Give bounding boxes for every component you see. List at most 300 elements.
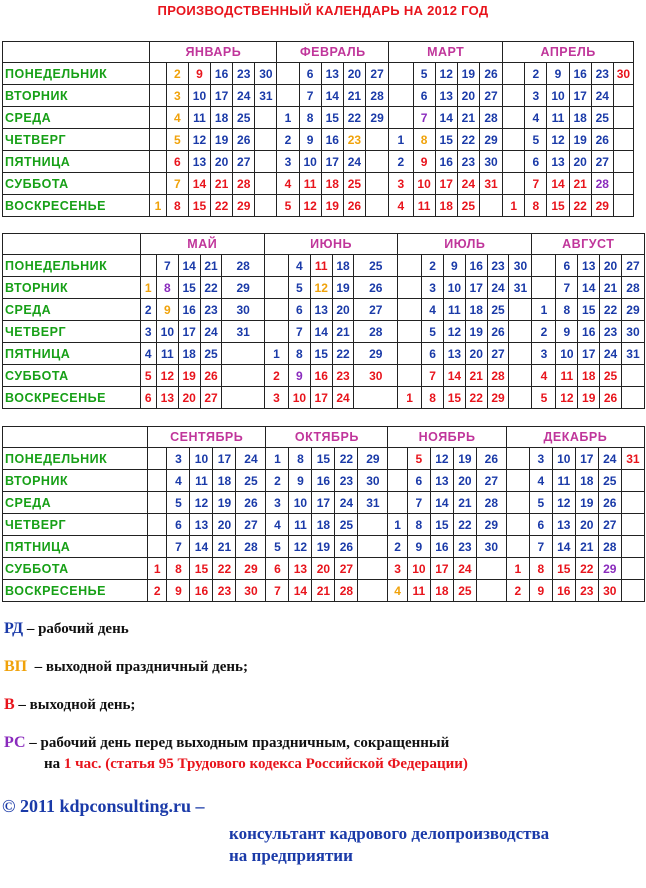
date-cell: 27: [598, 514, 621, 536]
empty-cell: [150, 129, 167, 151]
date-cell: 29: [222, 277, 265, 299]
date-cell: 12: [289, 536, 312, 558]
date-cell: 16: [569, 63, 591, 85]
date-cell: 22: [335, 448, 358, 470]
date-cell: 29: [358, 448, 388, 470]
empty-cell: [621, 558, 644, 580]
week-row: [3, 85, 634, 107]
date-cell: 26: [598, 492, 621, 514]
date-cell: 20: [343, 63, 365, 85]
date-cell: 24: [332, 387, 354, 409]
date-cell: 23: [487, 255, 509, 277]
date-cell: 17: [575, 448, 598, 470]
date-cell: 8: [529, 558, 552, 580]
date-cell: 18: [569, 107, 591, 129]
date-cell: 30: [222, 299, 265, 321]
date-cell: 21: [343, 85, 365, 107]
empty-cell: [264, 277, 288, 299]
date-cell: 1: [506, 558, 529, 580]
week-row: [3, 107, 634, 129]
date-cell: 25: [453, 580, 476, 602]
date-cell: 7: [156, 255, 178, 277]
date-cell: 12: [435, 63, 457, 85]
empty-cell: [506, 470, 529, 492]
date-cell: 6: [288, 299, 310, 321]
weekday-label: ВТОРНИК: [3, 85, 150, 107]
date-cell: 18: [578, 365, 600, 387]
empty-cell: [503, 173, 525, 195]
date-cell: 27: [487, 343, 509, 365]
date-cell: 29: [598, 558, 621, 580]
empty-cell: [358, 514, 388, 536]
date-cell: 16: [435, 151, 457, 173]
date-cell: 4: [525, 107, 547, 129]
empty-cell: [503, 63, 525, 85]
date-cell: 27: [233, 151, 255, 173]
empty-cell: [503, 129, 525, 151]
date-cell: 17: [578, 343, 600, 365]
empty-cell: [255, 151, 277, 173]
date-cell: 8: [289, 448, 312, 470]
date-cell: 19: [211, 129, 233, 151]
date-cell: 17: [435, 173, 457, 195]
empty-cell: [503, 107, 525, 129]
legend-abbr-working: РД: [4, 620, 24, 637]
empty-cell: [509, 343, 532, 365]
date-cell: 6: [266, 558, 289, 580]
date-cell: 8: [156, 277, 178, 299]
date-cell: 18: [430, 580, 453, 602]
empty-cell: [621, 580, 644, 602]
date-cell: 31: [479, 173, 502, 195]
empty-cell: [509, 321, 532, 343]
date-cell: 22: [575, 558, 598, 580]
empty-cell: [389, 107, 413, 129]
date-cell: 5: [266, 536, 289, 558]
date-cell: 14: [435, 107, 457, 129]
date-cell: 25: [457, 195, 479, 217]
legend-shortened: [4, 734, 449, 752]
month-label: ФЕВРАЛЬ: [277, 42, 389, 63]
date-cell: 7: [529, 536, 552, 558]
empty-cell: [388, 470, 408, 492]
date-cell: 26: [600, 387, 622, 409]
date-cell: 26: [335, 536, 358, 558]
date-cell: 4: [532, 365, 556, 387]
date-cell: 10: [299, 151, 321, 173]
week-row: [3, 255, 645, 277]
date-cell: 20: [312, 558, 335, 580]
legend-holiday: [4, 658, 248, 676]
header-blank: [3, 234, 141, 255]
calendar-quarter-3: [2, 426, 645, 602]
week-row: [3, 470, 645, 492]
empty-cell: [358, 580, 388, 602]
empty-cell: [613, 129, 633, 151]
empty-cell: [388, 448, 408, 470]
empty-cell: [255, 129, 277, 151]
date-cell: 26: [233, 129, 255, 151]
legend-text-weekend: – выходной день;: [14, 697, 136, 713]
date-cell: 24: [236, 448, 266, 470]
date-cell: 2: [266, 470, 289, 492]
date-cell: 26: [343, 195, 365, 217]
weekday-label: ПОНЕДЕЛЬНИК: [3, 255, 141, 277]
legend-weekend: [4, 696, 135, 714]
week-row: [3, 321, 645, 343]
date-cell: 25: [598, 470, 621, 492]
date-cell: 5: [413, 63, 435, 85]
date-cell: 10: [289, 492, 312, 514]
date-cell: 19: [457, 63, 479, 85]
date-cell: 23: [457, 151, 479, 173]
date-cell: 11: [547, 107, 569, 129]
date-cell: 31: [358, 492, 388, 514]
month-label: ЯНВАРЬ: [150, 42, 277, 63]
date-cell: 12: [310, 277, 332, 299]
date-cell: 1: [266, 448, 289, 470]
date-cell: 25: [233, 107, 255, 129]
empty-cell: [613, 107, 633, 129]
empty-cell: [621, 492, 644, 514]
week-row: [3, 63, 634, 85]
date-cell: 27: [354, 299, 398, 321]
date-cell: 10: [413, 173, 435, 195]
date-cell: 19: [332, 277, 354, 299]
date-cell: 18: [178, 343, 200, 365]
date-cell: 9: [299, 129, 321, 151]
empty-cell: [509, 299, 532, 321]
date-cell: 11: [413, 195, 435, 217]
date-cell: 26: [354, 277, 398, 299]
empty-cell: [277, 63, 299, 85]
date-cell: 24: [591, 85, 613, 107]
date-cell: 1: [140, 277, 156, 299]
date-cell: 1: [389, 129, 413, 151]
date-cell: 25: [236, 470, 266, 492]
empty-cell: [503, 85, 525, 107]
empty-cell: [509, 387, 532, 409]
date-cell: 11: [443, 299, 465, 321]
date-cell: 15: [443, 387, 465, 409]
legend-text-shortened: – рабочий день перед выходным праздничным, сокращенный: [25, 735, 450, 751]
empty-cell: [398, 365, 422, 387]
date-cell: 6: [422, 343, 444, 365]
legend-abbr-weekend: В: [4, 696, 15, 713]
empty-cell: [613, 85, 633, 107]
month-label: АВГУСТ: [532, 234, 645, 255]
date-cell: 30: [479, 151, 502, 173]
date-cell: 10: [552, 448, 575, 470]
date-cell: 28: [354, 321, 398, 343]
date-cell: 12: [156, 365, 178, 387]
date-cell: 2: [506, 580, 529, 602]
date-cell: 10: [547, 85, 569, 107]
empty-cell: [147, 492, 167, 514]
date-cell: 24: [598, 448, 621, 470]
empty-cell: [264, 299, 288, 321]
date-cell: 2: [147, 580, 167, 602]
date-cell: 9: [156, 299, 178, 321]
date-cell: 21: [600, 277, 622, 299]
date-cell: 30: [598, 580, 621, 602]
week-row: [3, 173, 634, 195]
date-cell: 14: [430, 492, 453, 514]
empty-cell: [613, 151, 633, 173]
empty-cell: [255, 195, 277, 217]
empty-cell: [621, 514, 644, 536]
date-cell: 11: [407, 580, 430, 602]
date-cell: 8: [288, 343, 310, 365]
date-cell: 20: [575, 514, 598, 536]
empty-cell: [358, 536, 388, 558]
date-cell: 14: [552, 536, 575, 558]
date-cell: 5: [166, 129, 188, 151]
date-cell: 9: [413, 151, 435, 173]
weekday-label: ПОНЕДЕЛЬНИК: [3, 63, 150, 85]
date-cell: 22: [569, 195, 591, 217]
date-cell: 2: [389, 151, 413, 173]
date-cell: 18: [312, 514, 335, 536]
date-cell: 24: [457, 173, 479, 195]
date-cell: 8: [299, 107, 321, 129]
date-cell: 15: [552, 558, 575, 580]
week-row: [3, 558, 645, 580]
empty-cell: [503, 151, 525, 173]
date-cell: 12: [443, 321, 465, 343]
date-cell: 25: [200, 343, 222, 365]
date-cell: 13: [310, 299, 332, 321]
legend-note: [44, 756, 468, 773]
date-cell: 2: [140, 299, 156, 321]
date-cell: 29: [487, 387, 509, 409]
date-cell: 15: [312, 448, 335, 470]
page-title: ПРОИЗВОДСТВЕННЫЙ КАЛЕНДАРЬ НА 2012 ГОД: [157, 3, 489, 18]
date-cell: 23: [343, 129, 365, 151]
date-cell: 23: [575, 580, 598, 602]
date-cell: 1: [147, 558, 167, 580]
weekday-label: ВОСКРЕСЕНЬЕ: [3, 580, 148, 602]
date-cell: 1: [150, 195, 167, 217]
weekday-label: СРЕДА: [3, 492, 148, 514]
month-label: МАРТ: [389, 42, 503, 63]
empty-cell: [398, 343, 422, 365]
date-cell: 10: [288, 387, 310, 409]
date-cell: 2: [166, 63, 188, 85]
date-cell: 28: [236, 536, 266, 558]
date-cell: 28: [598, 536, 621, 558]
date-cell: 10: [190, 448, 213, 470]
empty-cell: [365, 195, 388, 217]
empty-cell: [621, 536, 644, 558]
date-cell: 12: [430, 448, 453, 470]
weekday-label: ВТОРНИК: [3, 470, 148, 492]
date-cell: 23: [200, 299, 222, 321]
date-cell: 28: [222, 255, 265, 277]
date-cell: 21: [200, 255, 222, 277]
date-cell: 6: [525, 151, 547, 173]
weekday-label: ПЯТНИЦА: [3, 151, 150, 173]
legend-note-prefix: на: [44, 756, 64, 772]
date-cell: 29: [479, 129, 502, 151]
weekday-label: СУББОТА: [3, 173, 150, 195]
date-cell: 25: [600, 365, 622, 387]
empty-cell: [506, 514, 529, 536]
date-cell: 9: [288, 365, 310, 387]
date-cell: 27: [479, 85, 502, 107]
empty-cell: [398, 255, 422, 277]
weekday-label: ВОСКРЕСЕНЬЕ: [3, 195, 150, 217]
empty-cell: [509, 365, 532, 387]
legend-abbr-holiday: ВП: [4, 658, 28, 675]
date-cell: 21: [569, 173, 591, 195]
date-cell: 25: [487, 299, 509, 321]
date-cell: 24: [487, 277, 509, 299]
date-cell: 21: [312, 580, 335, 602]
date-cell: 23: [335, 470, 358, 492]
date-cell: 23: [332, 365, 354, 387]
date-cell: 11: [556, 365, 578, 387]
date-cell: 22: [465, 387, 487, 409]
empty-cell: [277, 85, 299, 107]
week-row: [3, 492, 645, 514]
empty-cell: [613, 173, 633, 195]
date-cell: 10: [443, 277, 465, 299]
date-cell: 29: [233, 195, 255, 217]
date-cell: 29: [591, 195, 613, 217]
week-row: [3, 514, 645, 536]
date-cell: 6: [413, 85, 435, 107]
date-cell: 29: [365, 107, 388, 129]
date-cell: 16: [312, 470, 335, 492]
date-cell: 5: [525, 129, 547, 151]
date-cell: 19: [321, 195, 343, 217]
empty-cell: [613, 195, 633, 217]
empty-cell: [389, 63, 413, 85]
date-cell: 10: [156, 321, 178, 343]
week-row: [3, 129, 634, 151]
date-cell: 16: [430, 536, 453, 558]
empty-cell: [255, 107, 277, 129]
date-cell: 18: [332, 255, 354, 277]
date-cell: 20: [569, 151, 591, 173]
month-label: МАЙ: [140, 234, 264, 255]
date-cell: 15: [310, 343, 332, 365]
empty-cell: [222, 343, 265, 365]
date-cell: 4: [529, 470, 552, 492]
date-cell: 31: [222, 321, 265, 343]
date-cell: 2: [388, 536, 408, 558]
empty-cell: [621, 365, 644, 387]
date-cell: 7: [422, 365, 444, 387]
date-cell: 25: [335, 514, 358, 536]
date-cell: 12: [552, 492, 575, 514]
date-cell: 8: [407, 514, 430, 536]
date-cell: 31: [621, 343, 644, 365]
date-cell: 17: [321, 151, 343, 173]
date-cell: 14: [178, 255, 200, 277]
date-cell: 20: [211, 151, 233, 173]
month-label: ИЮНЬ: [264, 234, 397, 255]
date-cell: 29: [354, 343, 398, 365]
legend-abbr-shortened: РС: [4, 734, 26, 751]
date-cell: 16: [310, 365, 332, 387]
date-cell: 2: [264, 365, 288, 387]
empty-cell: [476, 558, 506, 580]
date-cell: 30: [358, 470, 388, 492]
date-cell: 4: [140, 343, 156, 365]
empty-cell: [264, 255, 288, 277]
weekday-label: ЧЕТВЕРГ: [3, 514, 148, 536]
week-row: [3, 299, 645, 321]
weekday-label: СУББОТА: [3, 558, 148, 580]
date-cell: 18: [435, 195, 457, 217]
month-label: НОЯБРЬ: [388, 427, 506, 448]
date-cell: 9: [289, 470, 312, 492]
date-cell: 19: [569, 129, 591, 151]
date-cell: 30: [354, 365, 398, 387]
date-cell: 3: [532, 343, 556, 365]
empty-cell: [150, 85, 167, 107]
date-cell: 29: [476, 514, 506, 536]
empty-cell: [264, 321, 288, 343]
weekday-label: ЧЕТВЕРГ: [3, 321, 141, 343]
date-cell: 13: [188, 151, 210, 173]
date-cell: 8: [166, 195, 188, 217]
date-cell: 8: [556, 299, 578, 321]
date-cell: 3: [422, 277, 444, 299]
date-cell: 20: [213, 514, 236, 536]
date-cell: 13: [156, 387, 178, 409]
date-cell: 31: [255, 85, 277, 107]
empty-cell: [222, 387, 265, 409]
date-cell: 14: [443, 365, 465, 387]
date-cell: 4: [422, 299, 444, 321]
empty-cell: [388, 492, 408, 514]
date-cell: 5: [140, 365, 156, 387]
legend-text-holiday: – выходной праздничный день;: [27, 659, 248, 675]
date-cell: 20: [453, 470, 476, 492]
date-cell: 31: [621, 448, 644, 470]
date-cell: 7: [556, 277, 578, 299]
date-cell: 18: [321, 173, 343, 195]
date-cell: 2: [532, 321, 556, 343]
date-cell: 18: [211, 107, 233, 129]
date-cell: 8: [525, 195, 547, 217]
date-cell: 5: [167, 492, 190, 514]
date-cell: 27: [476, 470, 506, 492]
date-cell: 5: [532, 387, 556, 409]
date-cell: 29: [621, 299, 644, 321]
date-cell: 11: [299, 173, 321, 195]
header-blank: [3, 427, 148, 448]
date-cell: 5: [529, 492, 552, 514]
date-cell: 30: [236, 580, 266, 602]
date-cell: 25: [354, 255, 398, 277]
date-cell: 23: [213, 580, 236, 602]
date-cell: 23: [600, 321, 622, 343]
date-cell: 22: [453, 514, 476, 536]
date-cell: 22: [213, 558, 236, 580]
empty-cell: [398, 277, 422, 299]
date-cell: 12: [190, 492, 213, 514]
empty-cell: [365, 151, 388, 173]
date-cell: 13: [289, 558, 312, 580]
week-row: [3, 387, 645, 409]
date-cell: 26: [487, 321, 509, 343]
empty-cell: [147, 470, 167, 492]
empty-cell: [621, 387, 644, 409]
